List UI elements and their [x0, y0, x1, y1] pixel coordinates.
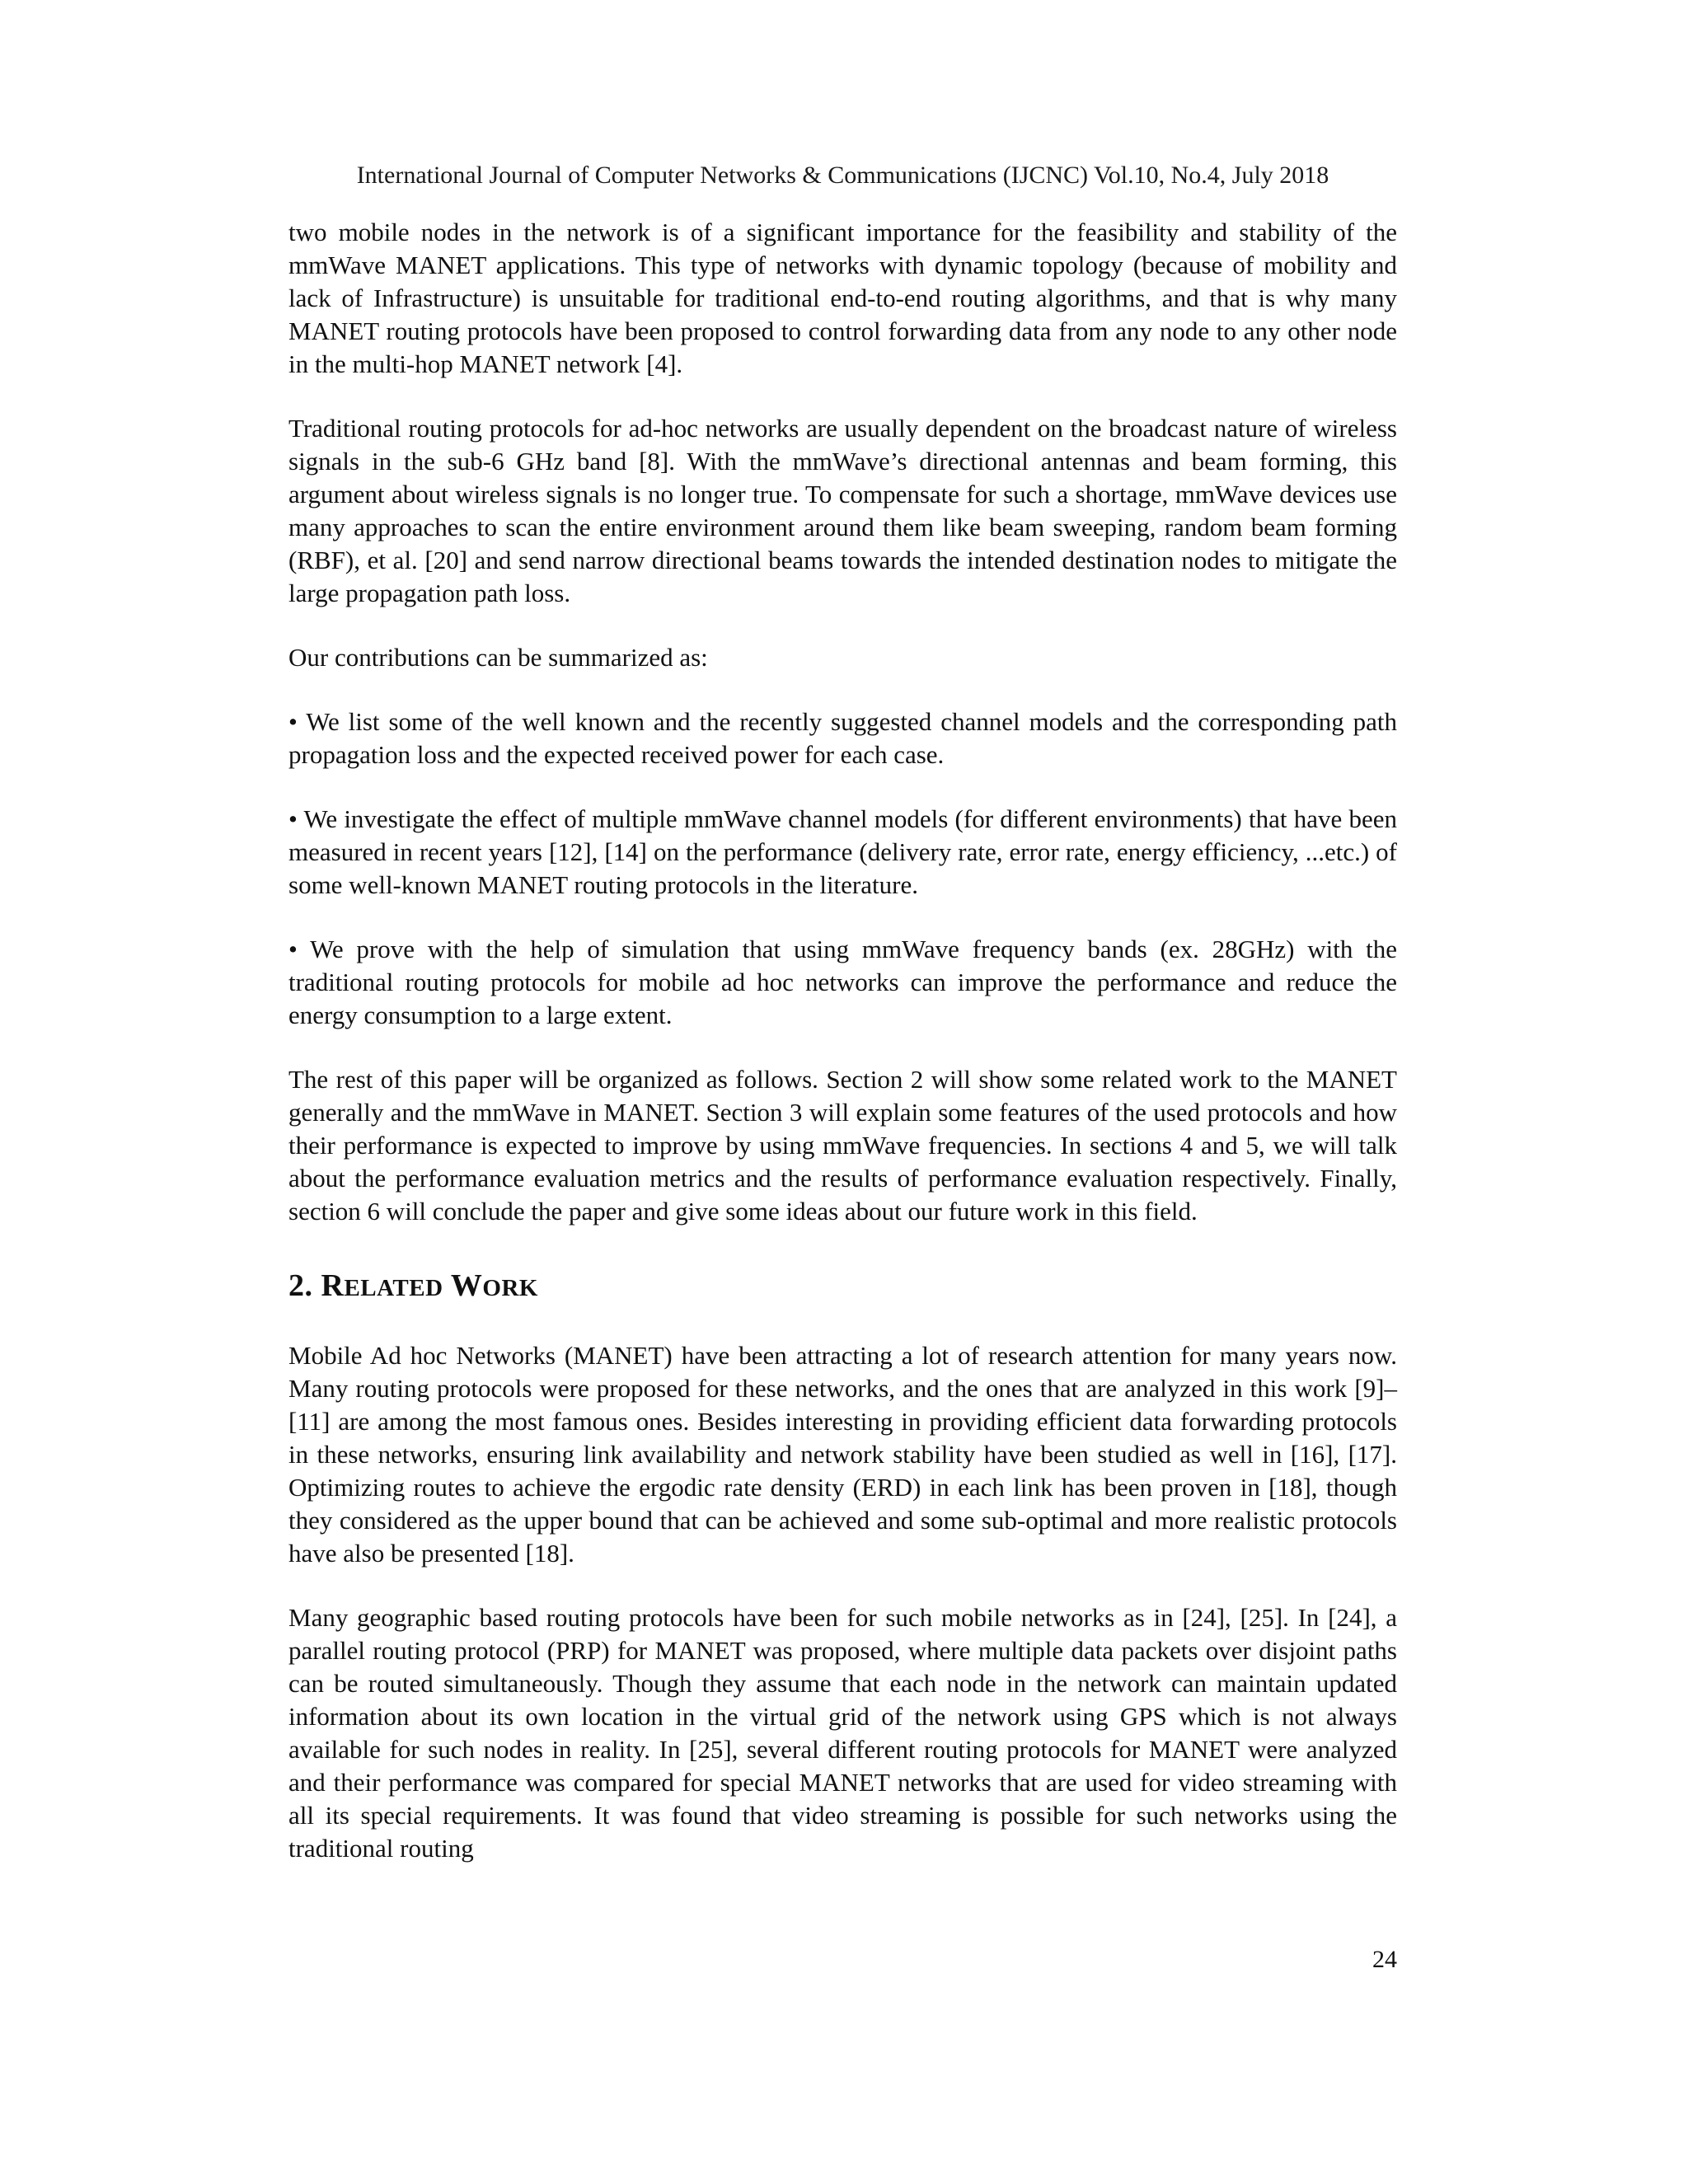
section-heading-related-work [288, 1268, 1397, 1306]
paragraph-contributions-intro: Our contributions can be summarized as: [288, 643, 708, 672]
contribution-bullet-1: • We list some of the well known and the recently suggested channel models and the corresponding path propagation loss and the expected received power for each case. [288, 707, 1397, 769]
paragraph-traditional-routing: Traditional routing protocols for ad-hoc networks are usually dependent on the broadcast nature of wireless signals in the sub-6 GHz band [8]. With the mmWave’s directional antennas and beam forming, this argument about wireless signals is no longer true. To compensate for such a shortage, mmWave devices use many approaches to scan the entire environment around them like beam sweeping, random beam forming (RBF), et al. [20] and send narrow directional beams towards the intended destination nodes to mitigate the large propagation path loss. [288, 414, 1397, 607]
paragraph-geographic-routing: Many geographic based routing protocols have been for such mobile networks as in [24], [25]. In [24], a parallel routing protocol (PRP) for MANET was proposed, where multiple data packets over disjoint paths can be routed simultaneously. Though they assume that each node in the network can maintain updated information about its own location in the virtual grid of the network using GPS which is not always available for such nodes in reality. In [25], several different routing protocols for MANET were analyzed and their performance was compared for special MANET networks that are used for video streaming with all its special requirements. It was found that video streaming is possible for such networks using the traditional routing [288, 1603, 1397, 1863]
section-title-elated: ELATED [344, 1275, 443, 1301]
contribution-bullet-2: • We investigate the effect of multiple mmWave channel models (for different environments) that have been measured in recent years [12], [14] on the performance (delivery rate, error rate, energy efficiency, ...etc.) of some well-known MANET routing protocols in the literature. [288, 804, 1397, 899]
paragraph-continuation: two mobile nodes in the network is of a significant importance for the feasibility and stability of the mmWave MANET applications. This type of networks with dynamic topology (because of mobility and lack of Infrastructure) is unsuitable for traditional end-to-end routing algorithms, and that is why many MANET routing protocols have been proposed to control forwarding data from any node to any other node in the multi-hop MANET network [4]. [288, 218, 1397, 378]
section-number: 2. [288, 1268, 313, 1303]
paragraph-manet-research: Mobile Ad hoc Networks (MANET) have been attracting a lot of research attention for many years now. Many routing protocols were proposed for these networks, and the ones that are analyzed in this work [9]–[11] are among the most famous ones. Besides interesting in providing efficient data forwarding protocols in these networks, ensuring link availability and network stability have been studied as well in [16], [17]. Optimizing routes to achieve the ergodic rate density (ERD) in each link has been proven in [18], though they considered as the upper bound that can be achieved and some sub-optimal and more realistic protocols have also be presented [18]. [288, 1341, 1397, 1568]
page-number: 24 [1372, 1946, 1397, 1973]
section-title-r: R [321, 1268, 345, 1303]
paragraph-organization: The rest of this paper will be organized as follows. Section 2 will show some related work to the MANET generally and the mmWave in MANET. Section 3 will explain some features of the used protocols and how their performance is expected to improve by using mmWave frequencies. In sections 4 and 5, we will talk about the performance evaluation metrics and the results of performance evaluation respectively. Finally, section 6 will conclude the paper and give some ideas about our future work in this field. [288, 1065, 1397, 1226]
section-title-ork: ORK [482, 1275, 538, 1301]
contribution-bullet-3: • We prove with the help of simulation that using mmWave frequency bands (ex. 28GHz) with the traditional routing protocols for mobile ad hoc networks can improve the performance and reduce the energy consumption to a large extent. [288, 935, 1397, 1029]
page-body [288, 216, 1397, 1865]
running-header: International Journal of Computer Networks & Communications (IJCNC) Vol.10, No.4, July 2018 [356, 162, 1329, 189]
section-title-w: W [450, 1268, 483, 1303]
